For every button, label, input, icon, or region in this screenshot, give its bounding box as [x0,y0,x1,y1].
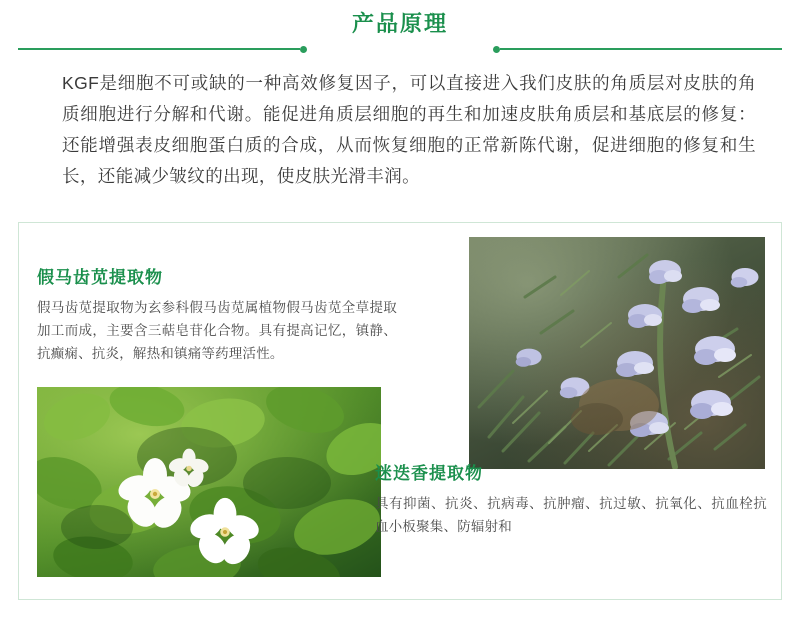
ingredient-desc-rosemary: 具有抑菌、抗炎、抗病毒、抗肿瘤、抗过敏、抗氧化、抗血栓抗血小板聚集、防辐射和 [375,496,767,534]
ingredient-desc-bacopa: 假马齿苋提取物为玄参科假马齿苋属植物假马齿苋全草提取加工而成，主要含三萜皂苷化合物。具有提高记忆，镇静、抗癫痫、抗炎，解热和镇痛等药理活性。 [37,300,397,361]
bacopa-monnieri-photo [37,387,381,577]
header-divider [0,44,800,54]
divider-gap [307,48,493,50]
ingredient-title-rosemary: 迷迭香提取物 [375,464,483,483]
page-title: 产品原理 [351,11,448,36]
footer-spacer [0,603,800,625]
intro-paragraph: KGF是细胞不可或缺的一种高效修复因子，可以直接进入我们皮肤的角质层对皮肤的角质细胞进行分解和代谢。能促进角质层细胞的再生和加速皮肤角质层和基底层的修复：还能增强表皮细胞蛋白质的合成，从而恢复细胞的正常新陈代谢，促进细胞的修复和生长，还能减少皱纹的出现，使皮肤光滑丰润。 [62,73,756,186]
divider-dot-right [493,46,500,53]
ingredient-block-rosemary [375,459,767,538]
ingredient-title-bacopa: 假马齿苋提取物 [37,268,163,287]
rosemary-photo [469,237,765,469]
ingredients-card [18,222,782,600]
divider-line-left [18,48,300,50]
divider-line-right [500,48,782,50]
ingredient-block-bacopa [37,263,397,365]
divider-dot-left [300,46,307,53]
